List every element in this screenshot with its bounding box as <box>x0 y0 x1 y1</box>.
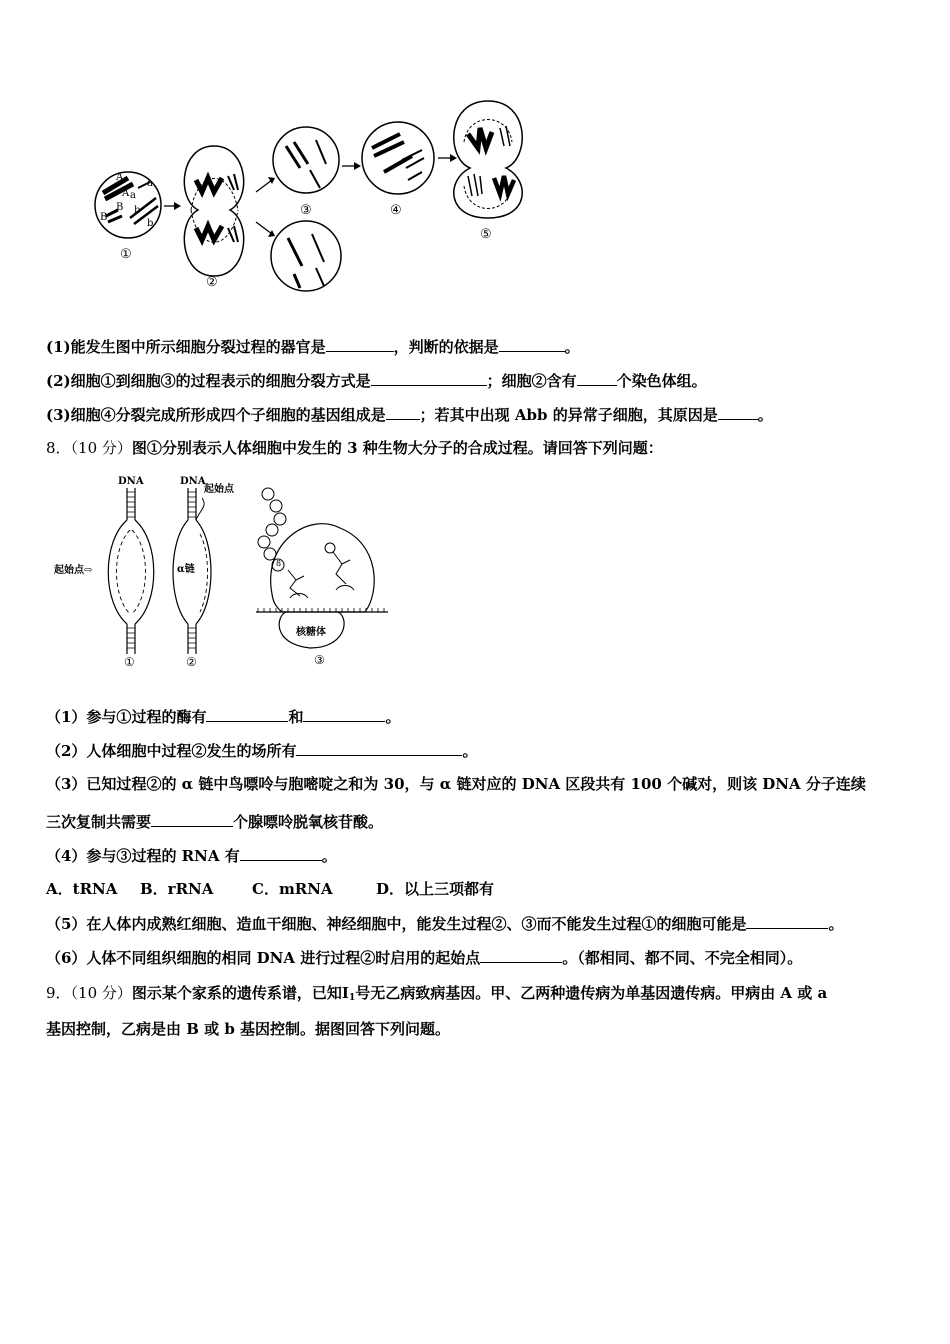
answer-blank[interactable] <box>499 336 565 352</box>
alpha-chain-label: α链 <box>177 564 195 575</box>
answer-blank[interactable] <box>480 947 562 963</box>
origin-label: 起始点 <box>204 484 234 495</box>
answer-blank[interactable] <box>240 845 322 861</box>
answer-blank[interactable] <box>718 404 758 420</box>
panel-label: ① <box>124 655 135 669</box>
answer-blank[interactable] <box>151 811 233 827</box>
q8-line-7: （6）人体不同组织细胞的相同 DNA 进行过程②时启用的起始点 。（都相同、都不同、不完全相同）。 <box>46 949 803 967</box>
allele-label: a <box>130 190 136 201</box>
dna-replication <box>108 488 154 654</box>
synthesis-figure <box>50 472 390 672</box>
q9-line-1: 9．（10 分）图示某个家系的遗传系谱，已知$Ⅰ_1$号无乙病致病基因。甲、乙两种遗传病为单基因遗传病。甲病由 A 或 a <box>46 984 828 1003</box>
cell-3 <box>273 127 339 218</box>
q8-header: 8．（10 分）图①分别表示人体细胞中发生的 3 种生物大分子的合成过程。请回答下列问题： <box>46 439 663 457</box>
q8-line-6: （5）在人体内成熟红细胞、造血干细胞、神经细胞中，能发生过程②、③而不能发生过程①的细胞可能是 。 <box>46 915 844 933</box>
cell-1 <box>95 172 161 262</box>
meiosis-figure <box>88 98 548 298</box>
number-8-label: 8 <box>276 559 282 568</box>
q8-line-1: （1）参与①过程的酶有 和 。 <box>46 708 401 726</box>
cell-2 <box>184 146 243 290</box>
allele-label: b <box>147 218 154 229</box>
cell-3b <box>271 221 341 291</box>
cell-label: ② <box>206 275 218 290</box>
cell-label: ⑤ <box>480 227 492 242</box>
option-d[interactable]: D．以上三项都有 <box>376 880 495 898</box>
q7-line-3: (3)细胞④分裂完成所形成四个子细胞的基因组成是 ；若其中出现 Abb 的异常子细胞，其原因是 。 <box>46 406 773 424</box>
allele-label: B <box>116 202 124 213</box>
dna-label: DNA <box>180 476 206 487</box>
cell-4 <box>362 122 434 218</box>
q8-line-4: 三次复制共需要 个腺嘌呤脱氧核苷酸。 <box>46 813 384 831</box>
q7-line-2: (2)细胞①到细胞③的过程表示的细胞分裂方式是 ；细胞②含有 个染色体组。 <box>46 372 707 390</box>
allele-label: A <box>122 188 130 199</box>
option-c[interactable]: C．mRNA <box>252 880 333 898</box>
allele-label: b <box>134 205 141 216</box>
option-a[interactable]: A．tRNA <box>46 880 118 898</box>
allele-label: B <box>100 212 108 223</box>
allele-label: a <box>147 178 153 189</box>
panel-label: ③ <box>314 653 325 667</box>
answer-blank[interactable] <box>371 370 487 386</box>
q8-line-2: （2）人体细胞中过程②发生的场所有 。 <box>46 742 478 760</box>
answer-blank[interactable] <box>326 336 394 352</box>
answer-blank[interactable] <box>296 740 462 756</box>
cell-label: ④ <box>390 203 402 218</box>
dna-label: DNA <box>118 476 144 487</box>
answer-blank[interactable] <box>577 370 617 386</box>
origin-label: 起始点⇨ <box>54 565 93 576</box>
q7-line-1: (1)能发生图中所示细胞分裂过程的器官是 ，判断的依据是 。 <box>46 338 580 356</box>
cell-label: ③ <box>300 203 312 218</box>
allele-label: A <box>116 172 124 183</box>
cell-5 <box>454 101 522 242</box>
answer-blank[interactable] <box>386 404 420 420</box>
q8-line-5: （4）参与③过程的 RNA 有 。 <box>46 847 337 865</box>
translation <box>256 488 388 648</box>
answer-blank[interactable] <box>206 706 288 722</box>
panel-label: ② <box>186 655 197 669</box>
option-b[interactable]: B．rRNA <box>140 880 214 898</box>
q8-line-3: （3）已知过程②的 α 链中鸟嘌呤与胞嘧啶之和为 30，与 α 链对应的 DNA 区段共有 100 个碱对，则该 DNA 分子连续 <box>46 775 866 793</box>
q9-line-2: 基因控制，乙病是由 B 或 b 基因控制。据图回答下列问题。 <box>46 1020 451 1038</box>
q8-options <box>46 879 494 899</box>
answer-blank[interactable] <box>746 913 828 929</box>
answer-blank[interactable] <box>303 706 385 722</box>
cell-label: ① <box>120 247 132 262</box>
ribosome-label: 核糖体 <box>296 627 326 638</box>
